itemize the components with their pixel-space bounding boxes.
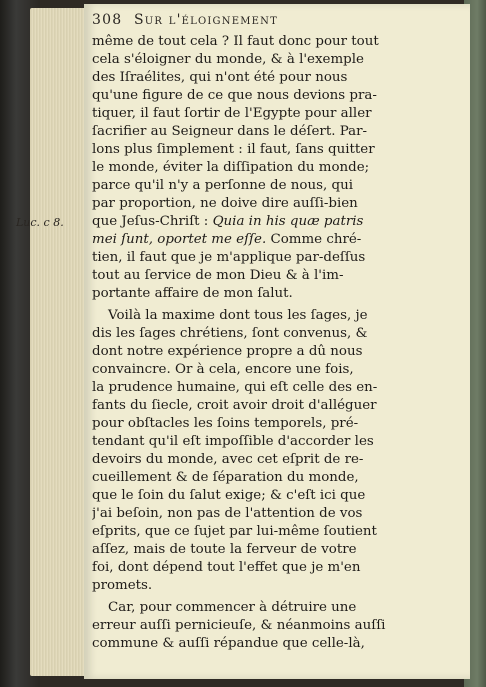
text-line: eſprits, que ce ſujet par lui-même ſoutient bbox=[92, 524, 377, 539]
text-line: dont notre expérience propre a dû nous bbox=[92, 344, 363, 359]
text-line: j'ai beſoin, non pas de l'attention de vos bbox=[92, 506, 363, 521]
text-line: par proportion, ne doive dire auſſi-bien bbox=[92, 196, 358, 211]
text-line: cueillement & de ſéparation du monde, bbox=[92, 470, 359, 485]
text-line: commune & auſſi répandue que celle-là, bbox=[92, 636, 365, 651]
text-line: tendant qu'il eſt impoſſible d'accorder les bbox=[92, 434, 374, 449]
text-line: des Iſraélites, qui n'ont été pour nous bbox=[92, 70, 348, 85]
text-line: que le ſoin du ſalut exige; & c'eſt ici que bbox=[92, 488, 366, 503]
text-line: tiquer, il faut ſortir de l'Egypte pour aller bbox=[92, 106, 372, 121]
text-line: aſſez, mais de toute la ferveur de votre bbox=[92, 542, 357, 557]
text-line: même de tout cela ? Il faut donc pour tout bbox=[92, 34, 379, 49]
text-line: parce qu'il n'y a perſonne de nous, qui bbox=[92, 178, 353, 193]
text-line: lons plus ſimplement : il faut, ſans quitter bbox=[92, 142, 375, 157]
text-line: erreur auſſi pernicieuſe, & néanmoins auſſi bbox=[92, 618, 386, 633]
text-line: devoirs du monde, avec cet eſprit de re- bbox=[92, 452, 364, 467]
text-line: qu'une figure de ce que nous devions pra- bbox=[92, 88, 377, 103]
text-line: foi, dont dépend tout l'effet que je m'en bbox=[92, 560, 361, 575]
text-line: la prudence humaine, qui eſt celle des en- bbox=[92, 380, 378, 395]
text-line: cela s'éloigner du monde, & à l'exemple bbox=[92, 52, 364, 67]
text-line: Voilà la maxime dont tous les ſages, je bbox=[108, 308, 368, 323]
text-line: mei ſunt, oportet me eſſe. Comme chré- bbox=[92, 232, 362, 247]
running-title: Sur l'éloignement bbox=[133, 12, 278, 28]
text-line: pour obſtacles les ſoins temporels, pré- bbox=[92, 416, 359, 431]
running-header bbox=[92, 12, 372, 28]
text-line: promets. bbox=[92, 578, 153, 593]
body-text bbox=[92, 33, 432, 653]
text-line: le monde, éviter la diſſipation du monde; bbox=[92, 160, 370, 175]
text-line: dis les ſages chrétiens, ſont convenus, & bbox=[92, 326, 368, 341]
text-line: convaincre. Or à cela, encore une fois, bbox=[92, 362, 354, 377]
text-line: fants du ſiecle, croit avoir droit d'alléguer bbox=[92, 398, 377, 413]
margin-reference: Luc. c 8. bbox=[16, 216, 64, 229]
text-line: tien, il faut que je m'applique par-deſſus bbox=[92, 250, 366, 265]
text-line: ſacrifier au Seigneur dans le déſert. Par- bbox=[92, 124, 368, 139]
text-line: portante affaire de mon ſalut. bbox=[92, 286, 293, 301]
text-line: tout au ſervice de mon Dieu & à l'im- bbox=[92, 268, 344, 283]
text-line: que Jeſus-Chriſt : Quia in his quæ patris bbox=[92, 214, 364, 229]
text-line: Car, pour commencer à détruire une bbox=[108, 600, 357, 615]
page-edges bbox=[30, 8, 92, 676]
page-number: 308 bbox=[92, 12, 123, 28]
